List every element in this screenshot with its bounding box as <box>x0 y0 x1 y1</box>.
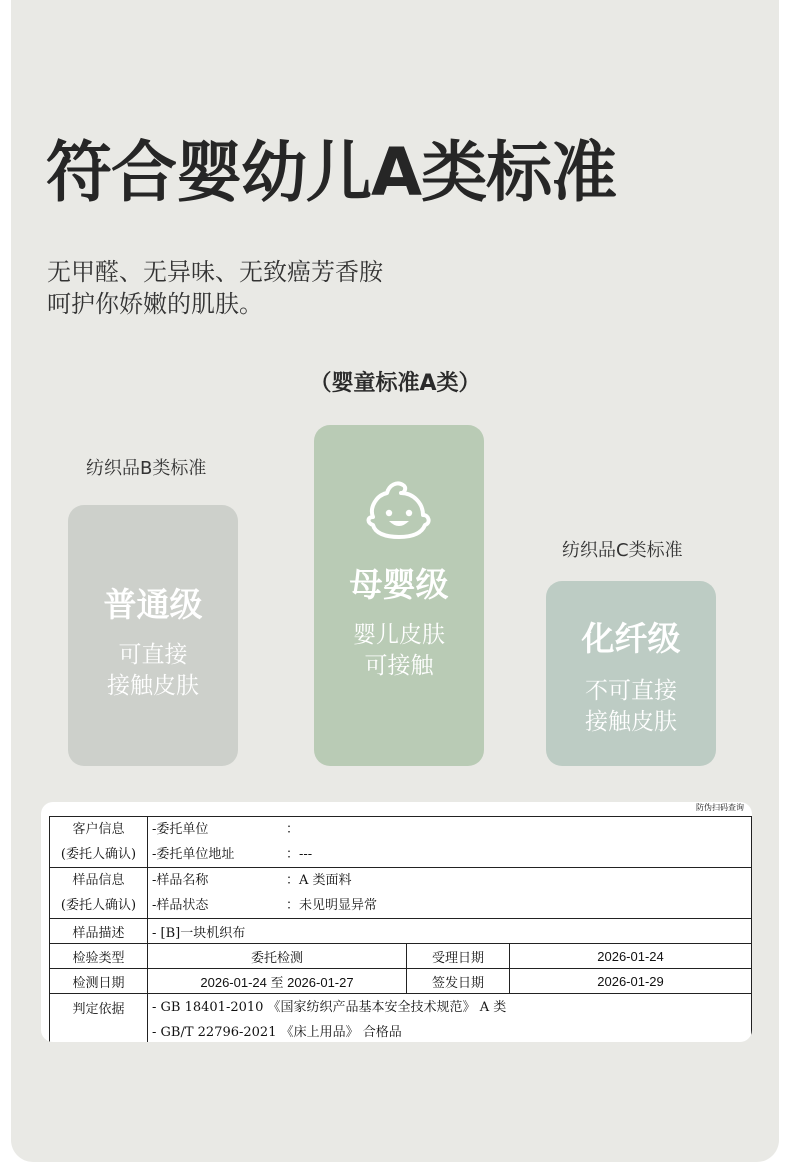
label-line: (委托人确认) <box>60 898 137 913</box>
card-line: 接触皮肤 <box>107 673 199 699</box>
anti-fake-note: 防伪扫码查询 <box>696 803 744 812</box>
card-line: 接触皮肤 <box>585 709 677 735</box>
field-key: -委托单位 <box>152 822 209 837</box>
issue-date-value: 2026-01-29 <box>510 969 752 994</box>
field-value: ：A 类面料 <box>286 873 352 888</box>
field-key: -委托单位地址 <box>152 847 235 862</box>
client-info-fields <box>148 817 752 868</box>
card-line: 可直接 <box>118 642 188 668</box>
table-row <box>50 944 752 969</box>
card-caption-b: 纺织品B类标准 <box>86 458 207 479</box>
test-date-value: 2026-01-24 至 2026-01-27 <box>148 969 407 994</box>
subtitle-line: 无甲醛、无异味、无致癌芳香胺 <box>47 258 383 286</box>
basis-line: - GB/T 22796-2021 《床上用品》 合格品 <box>152 1025 402 1040</box>
field-value: ： <box>286 822 300 837</box>
basis-value <box>148 994 752 1043</box>
card-fiber-grade <box>546 581 716 766</box>
card-caption-c: 纺织品C类标准 <box>562 540 683 561</box>
card-line: 可接触 <box>364 653 434 679</box>
sample-info-label <box>50 868 148 919</box>
card-line: 婴儿皮肤 <box>353 622 445 648</box>
subtitle <box>47 256 383 320</box>
card-title: 化纤级 <box>581 619 681 658</box>
standard-heading: （婴童标准A类） <box>309 371 481 396</box>
sample-desc-label: 样品描述 <box>50 919 148 944</box>
sample-desc-value: - [B]一块机织布 <box>148 919 752 944</box>
basis-label: 判定依据 <box>50 994 148 1043</box>
issue-date-label: 签发日期 <box>407 969 510 994</box>
inspect-type-value: 委托检测 <box>148 944 407 969</box>
label-line: (委托人确认) <box>60 847 137 862</box>
card-title: 母婴级 <box>349 565 449 604</box>
sample-info-fields <box>148 868 752 919</box>
label-line: 样品信息 <box>72 873 125 888</box>
table-row <box>50 969 752 994</box>
card-normal-grade <box>68 505 238 766</box>
accept-date-label: 受理日期 <box>407 944 510 969</box>
report-table <box>49 816 752 1042</box>
table-row <box>50 868 752 919</box>
basis-line: - GB 18401-2010 《国家纺织产品基本安全技术规范》 A 类 <box>152 1000 507 1015</box>
field-value: ：--- <box>286 847 313 862</box>
field-key: -样品名称 <box>152 873 209 888</box>
table-row <box>50 919 752 944</box>
client-info-label <box>50 817 148 868</box>
subtitle-line: 呵护你娇嫩的肌肤。 <box>47 290 263 318</box>
accept-date-value: 2026-01-24 <box>510 944 752 969</box>
label-line: 客户信息 <box>72 822 125 837</box>
field-key: -样品状态 <box>152 898 209 913</box>
card-line: 不可直接 <box>585 678 677 704</box>
test-report <box>41 802 752 1042</box>
card-maternal-grade <box>314 425 484 766</box>
table-row <box>50 994 752 1043</box>
inspect-type-label: 检验类型 <box>50 944 148 969</box>
baby-face-icon <box>361 477 437 539</box>
page-title: 符合婴幼儿A类标准 <box>46 134 617 211</box>
test-date-label: 检测日期 <box>50 969 148 994</box>
card-title: 普通级 <box>103 585 203 624</box>
field-value: ：未见明显异常 <box>286 898 378 913</box>
table-row <box>50 817 752 868</box>
